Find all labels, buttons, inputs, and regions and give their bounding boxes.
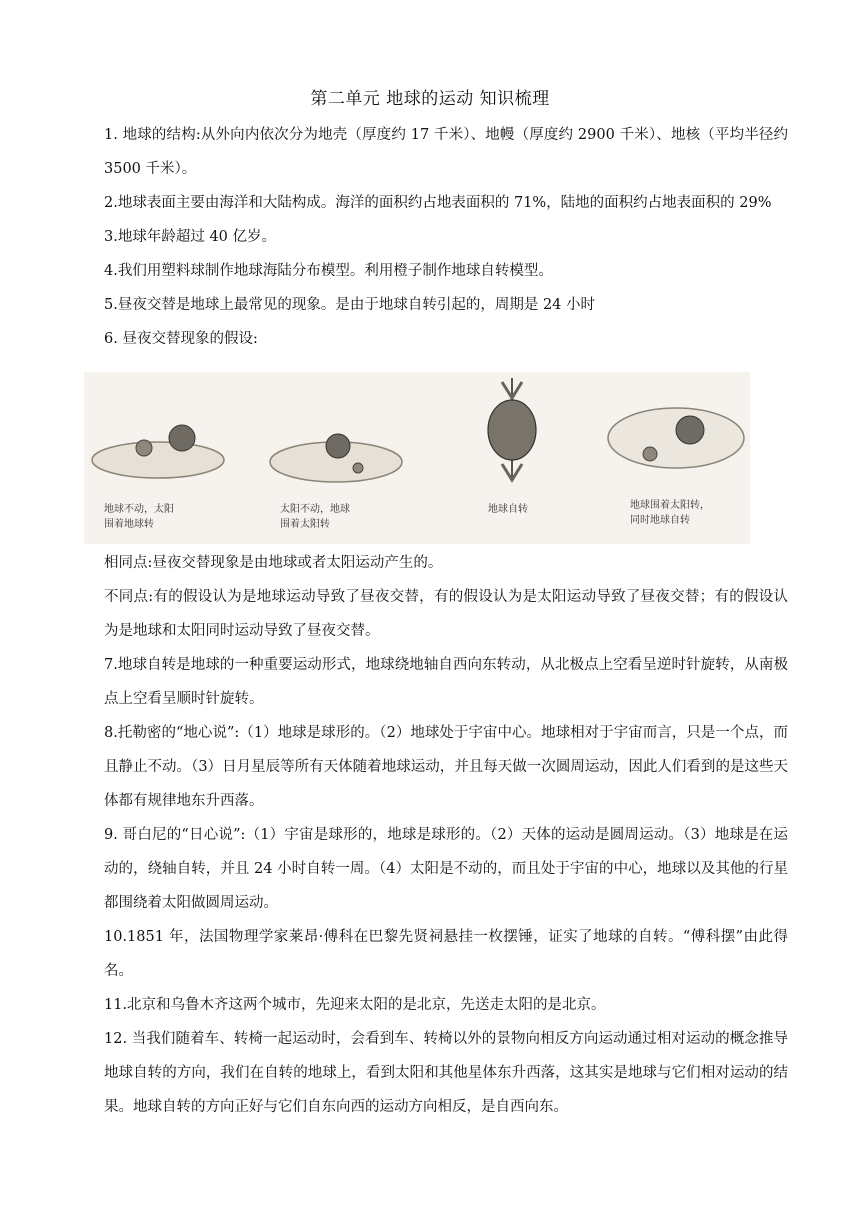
main-paragraphs	[104, 546, 788, 1124]
paragraph: 3.地球年龄超过 40 亿岁。	[104, 229, 277, 245]
caption-line: 围着太阳转	[280, 519, 330, 530]
sun-icon	[326, 434, 350, 458]
sun-icon	[676, 416, 704, 444]
earth-globe-icon	[643, 447, 657, 461]
hypothesis-earth-still-illustration	[92, 425, 224, 530]
paragraph: 5.昼夜交替是地球上最常见的现象。是由于地球自转引起的，周期是 24 小时	[104, 297, 596, 313]
orbit-ellipse	[608, 408, 744, 468]
paragraph: 11.北京和乌鲁木齐这两个城市，先迎来太阳的是北京，先送走太阳的是北京。	[104, 997, 606, 1013]
intro-paragraphs	[104, 118, 788, 356]
paragraph: 2.地球表面主要由海洋和大陆构成。海洋的面积约占地表面积的 71%，陆地的面积约占地表面积的 29%	[104, 195, 772, 211]
hypothesis-orbit-and-rotation-illustration	[608, 408, 744, 526]
caption-line: 地球围着太阳转，	[630, 500, 710, 511]
paragraph: 不同点:有的假设认为是地球运动导致了昼夜交替，有的假设认为是太阳运动导致了昼夜交替；有的假设认为是地球和太阳同时运动导致了昼夜交替。	[104, 589, 788, 639]
sun-icon	[136, 440, 152, 456]
paragraph: 12. 当我们随着车、转椅一起运动时，会看到车、转椅以外的景物向相反方向运动通过相对运动的概念推导地球自转的方向，我们在自转的地球上，看到太阳和其他星体东升西落，这其实是地球与它们相对运动的结果。地球自转的方向正好与它们自东向西的运动方向相反，是自西向东。	[104, 1031, 788, 1115]
caption-line: 地球不动，太阳	[104, 504, 174, 515]
hypothesis-sun-still-illustration	[270, 434, 402, 530]
paragraph: 6. 昼夜交替现象的假设:	[104, 331, 258, 347]
paragraph: 4.我们用塑料球制作地球海陆分布模型。利用橙子制作地球自转模型。	[104, 263, 553, 279]
caption-line: 围着地球转	[104, 519, 154, 530]
hypotheses-illustration	[84, 372, 750, 544]
paragraph: 8.托勒密的“地心说”:（1）地球是球形的。（2）地球处于宇宙中心。地球相对于宇宙而言，只是一个点，而且静止不动。（3）日月星辰等所有天体随着地球运动，并且每天做一次圆周运动，因此人们看到的是这些天体都有规律地东升西落。	[104, 725, 788, 809]
hypothesis-earth-rotation-illustration	[488, 378, 536, 515]
paragraph: 9. 哥白尼的“日心说”:（1）宇宙是球形的，地球是球形的。（2）天体的运动是圆周运动。（3）地球是在运动的，绕轴自转，并且 24 小时自转一周。（4）太阳是不动的，而且处于宇宙的中心，地球以及其他的行星都围绕着太阳做圆周运动。	[104, 827, 788, 911]
paragraph: 7.地球自转是地球的一种重要运动形式，地球绕地轴自西向东转动，从北极点上空看呈逆时针旋转，从南极点上空看呈顺时针旋转。	[104, 657, 788, 707]
orbit-ellipse	[92, 442, 224, 478]
caption-line: 地球自转	[488, 504, 528, 515]
earth-globe-icon	[353, 463, 363, 473]
caption-line: 太阳不动，地球	[280, 504, 350, 515]
paragraph: 10.1851 年，法国物理学家莱昂·傅科在巴黎先贤祠悬挂一枚摆锤，证实了地球的自转。“傅科摆”由此得名。	[104, 929, 788, 979]
day-night-hypotheses-figure	[84, 372, 750, 544]
earth-globe-icon	[488, 400, 536, 460]
caption-line: 同时地球自转	[630, 515, 690, 526]
paragraph: 1. 地球的结构:从外向内依次分为地壳（厚度约 17 千米）、地幔（厚度约 2900 千米）、地核（平均半径约 3500 千米）。	[104, 127, 788, 177]
earth-globe-icon	[169, 425, 195, 451]
page-title: 第二单元 地球的运动 知识梳理	[310, 89, 550, 109]
paragraph: 相同点:昼夜交替现象是由地球或者太阳运动产生的。	[104, 555, 443, 571]
